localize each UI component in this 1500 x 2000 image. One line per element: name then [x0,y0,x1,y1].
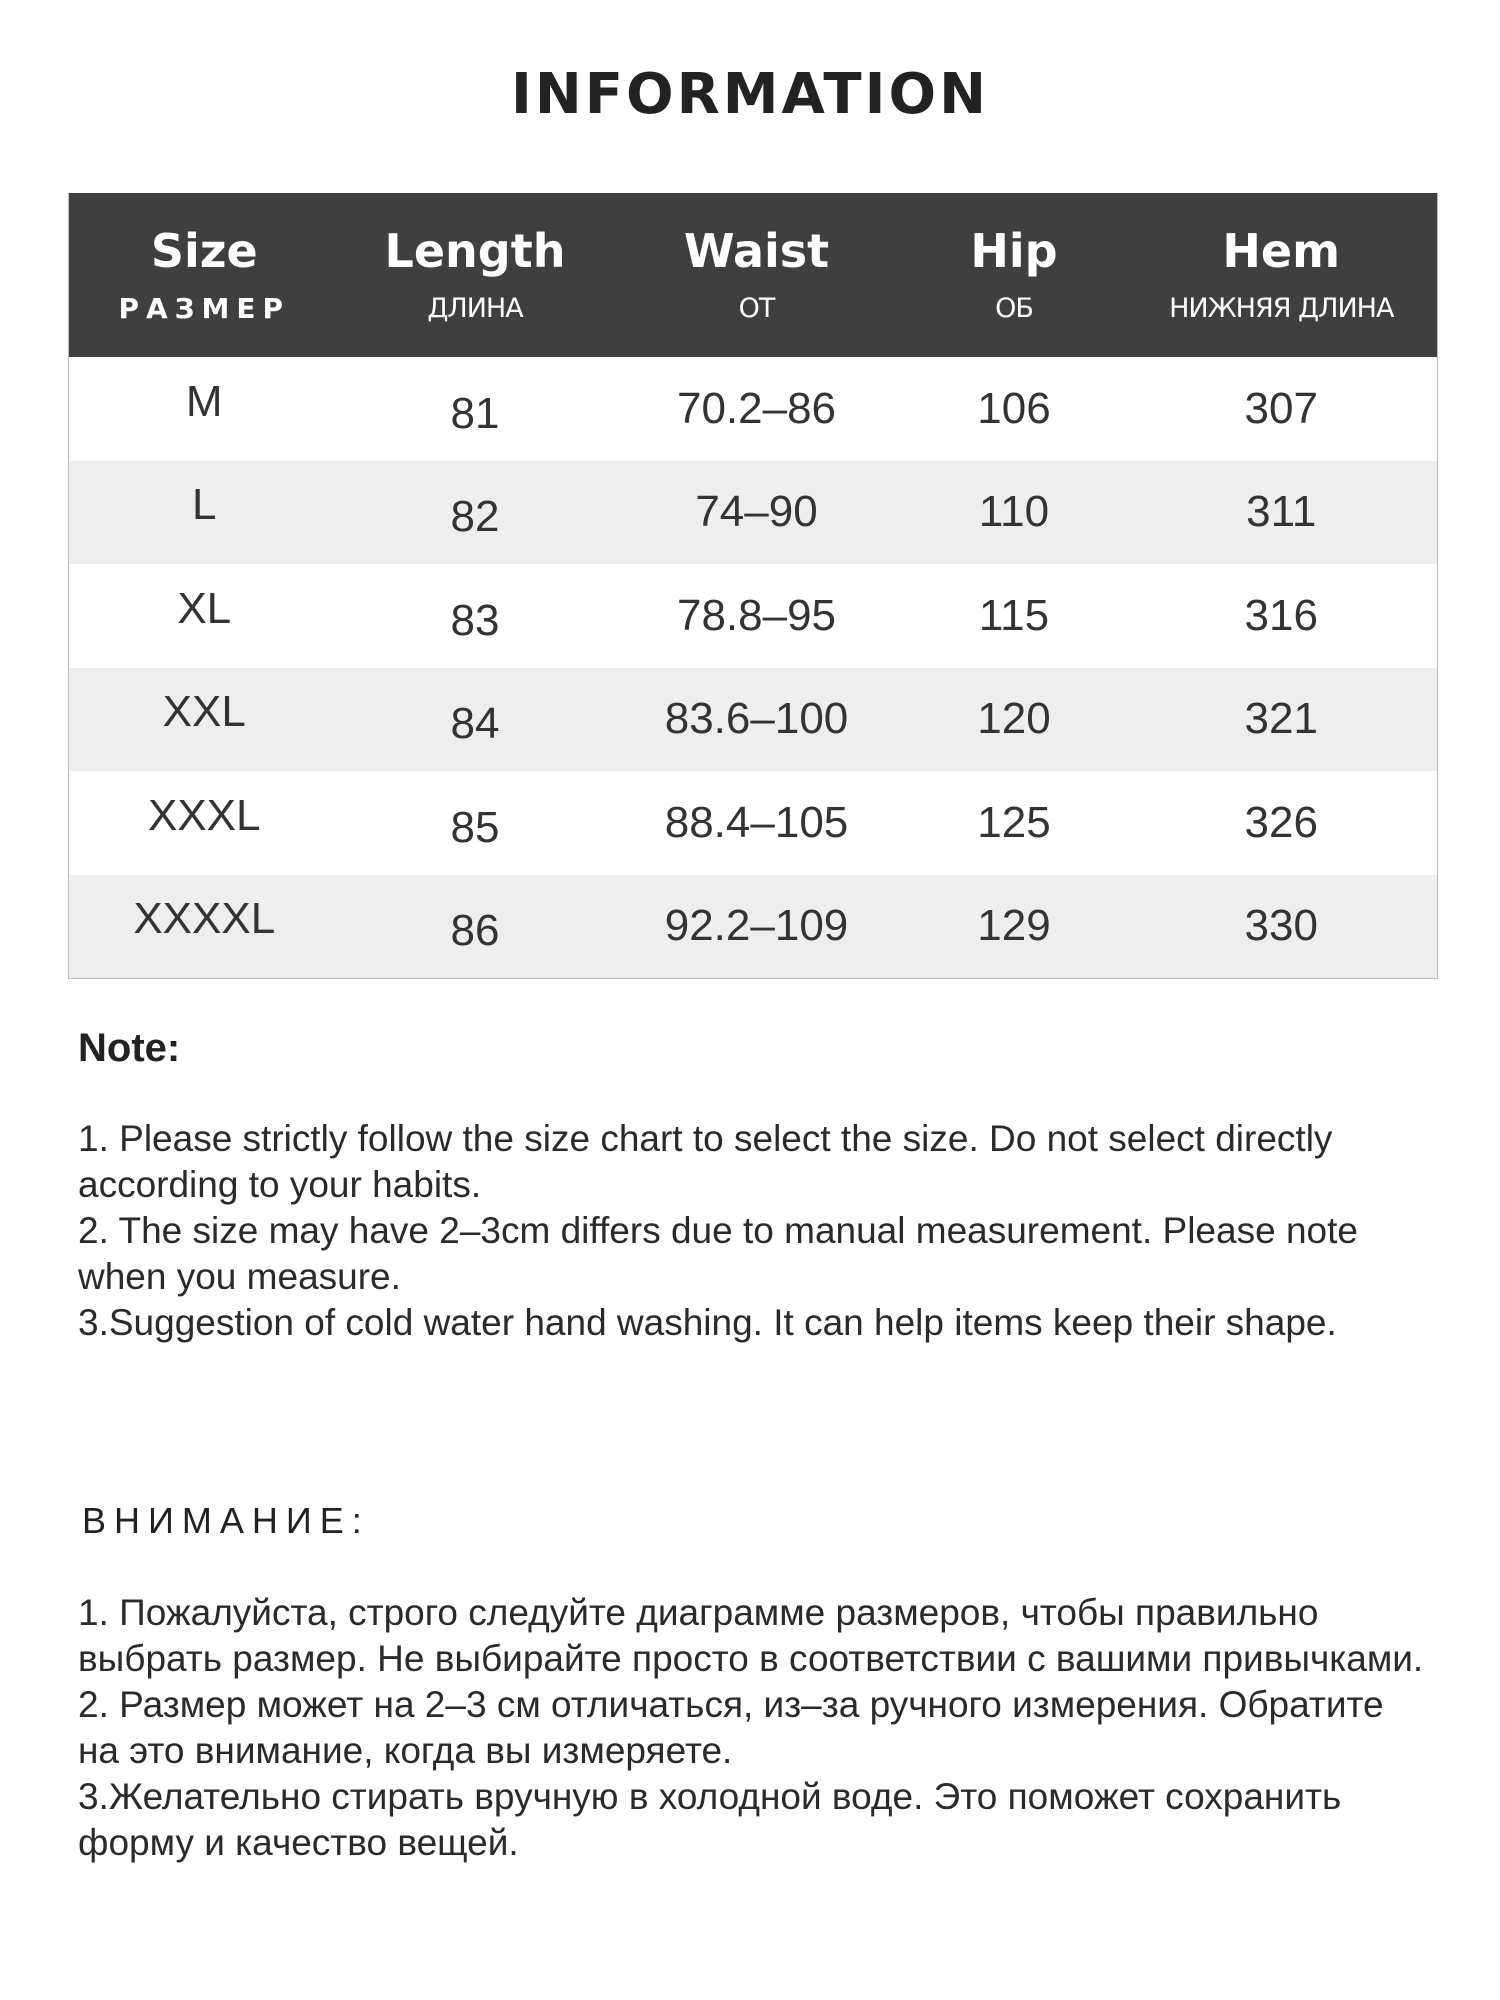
cell-hip: 125 [977,797,1051,847]
table-header-row [69,193,1438,357]
note-heading: Note: [78,1026,181,1070]
header-label-en: Size [150,224,258,278]
cell-hip: 106 [977,383,1051,433]
cell-length: 83 [450,595,500,645]
header-label-ru: НИЖНЯЯ ДЛИНА [1169,293,1394,324]
note-ru-line: 3.Желательно стирать вручную в холодной воде. Это поможет сохранить форму и качество вещей. [78,1776,1342,1863]
header-length [340,193,611,357]
cell-length: 86 [450,906,500,955]
note-ru-line: 2. Размер может на 2–3 см отличаться, из–за ручного измерения. Обратите на это внимание, когда вы измеряете. [78,1684,1384,1771]
cell-size: XXXXL [133,894,276,943]
table-row [69,461,1438,565]
cell-hem: 316 [1244,590,1318,640]
table-row [69,771,1438,875]
page-title: INFORMATION [511,62,989,127]
cell-size: XL [177,583,232,633]
header-label-en: Length [384,224,566,278]
cell-hem: 311 [1246,487,1317,537]
cell-hip: 120 [977,694,1051,744]
cell-waist: 83.6–100 [664,694,849,744]
header-label-en: Hem [1222,224,1341,278]
cell-length: 82 [450,492,500,542]
cell-length: 85 [450,802,500,852]
header-label-ru: ОБ [995,293,1033,324]
table-row [69,875,1438,979]
cell-size: L [192,480,217,530]
cell-hem: 330 [1244,901,1318,950]
cell-waist: 70.2–86 [676,383,837,433]
table-row [69,668,1438,772]
cell-hem: 307 [1244,383,1318,433]
note-ru-body [78,1590,1428,1866]
note-ru-line: 1. Пожалуйста, строго следуйте диаграмме размеров, чтобы правильно выбрать размер. Не выбирайте просто в соответствии с вашими привычками. [78,1592,1424,1679]
size-chart-table [68,193,1438,979]
cell-hip: 115 [978,590,1050,640]
note-line: 1. Please strictly follow the size chart to select the size. Do not select directly according to your habits. [78,1118,1333,1205]
note-line: 3.Suggestion of cold water hand washing. It can help items keep their shape. [78,1302,1337,1343]
note-body [78,1116,1408,1346]
cell-hip: 129 [977,901,1051,950]
cell-hem: 321 [1244,694,1318,744]
header-label-en: Waist [683,224,830,278]
note-line: 2. The size may have 2–3cm differs due to manual measurement. Please note when you measure. [78,1210,1358,1297]
cell-waist: 88.4–105 [664,797,849,847]
cell-waist: 78.8–95 [676,590,837,640]
header-label-ru: ОТ [738,293,775,324]
cell-length: 81 [450,388,500,438]
header-hem [1126,193,1438,357]
cell-size: XXL [162,687,246,737]
table-row [69,357,1438,461]
header-size [69,193,340,357]
note-ru-heading: ВНИМАНИЕ: [82,1500,370,1541]
cell-waist: 92.2–109 [664,901,849,950]
header-label-ru: РАЗМЕР [118,292,291,325]
cell-length: 84 [450,699,500,749]
cell-hem: 326 [1244,797,1318,847]
header-hip [903,193,1126,357]
cell-size: XXXL [147,790,261,840]
cell-waist: 74–90 [695,487,818,537]
cell-hip: 110 [978,487,1050,537]
table-row [69,564,1438,668]
header-label-en: Hip [970,224,1058,278]
header-label-ru: ДЛИНА [427,293,523,324]
cell-size: M [185,376,223,426]
header-waist [611,193,903,357]
